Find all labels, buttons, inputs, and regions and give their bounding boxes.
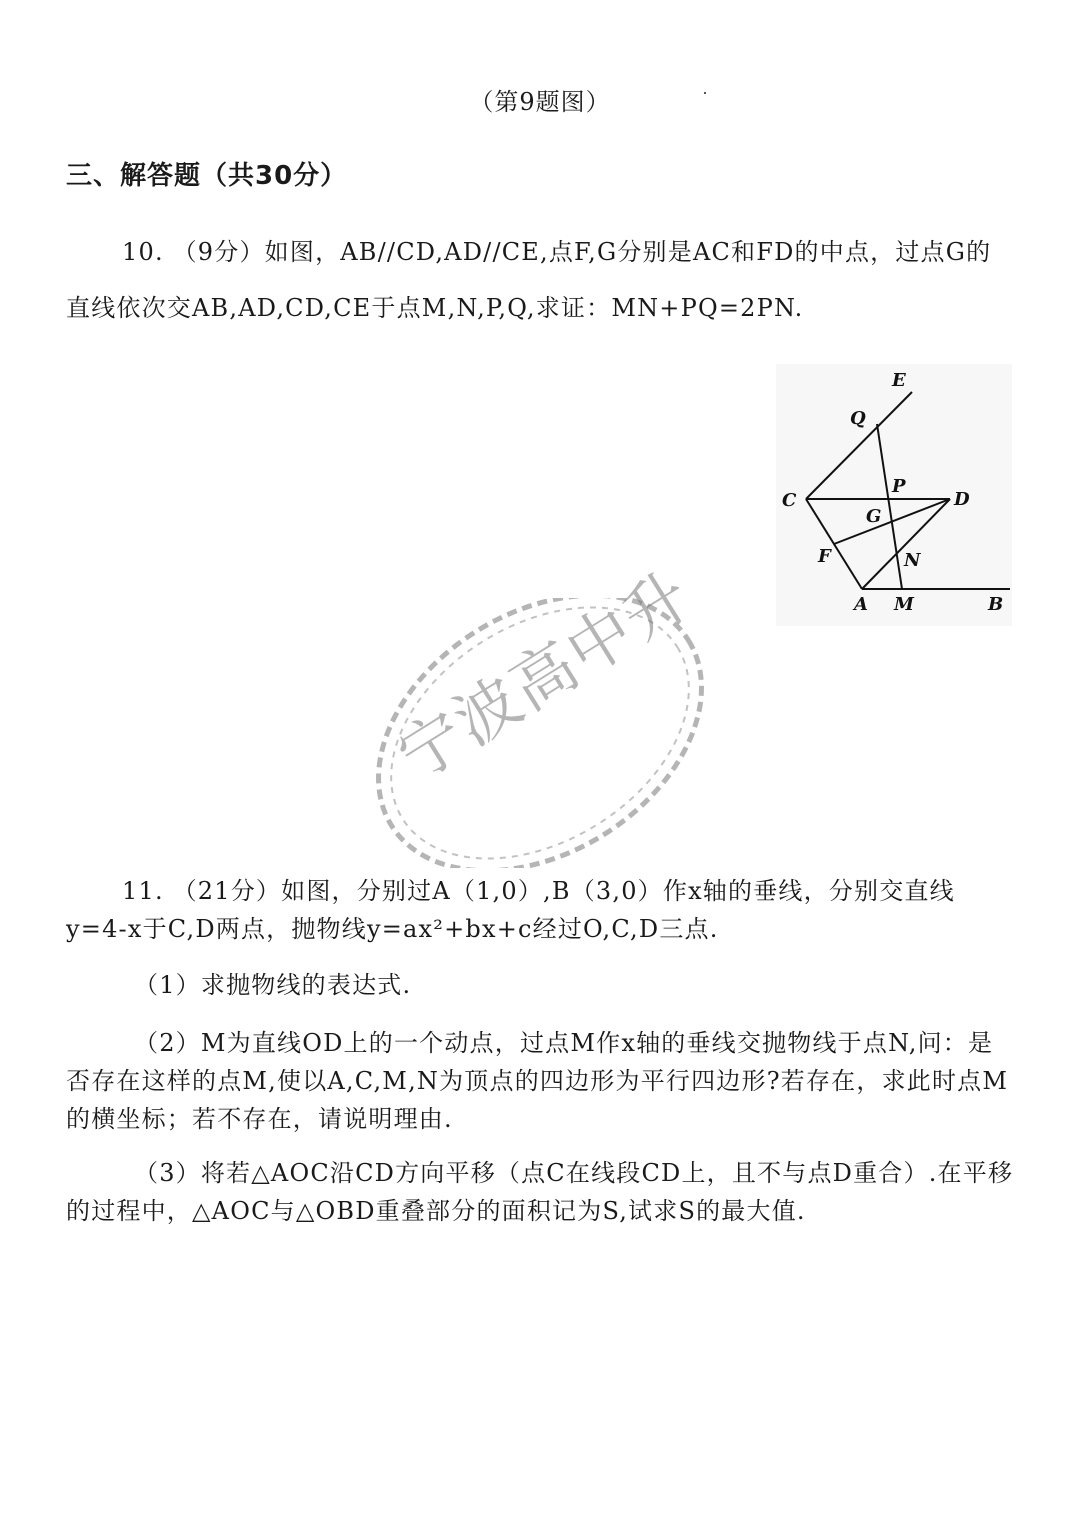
label-D: D xyxy=(954,489,970,510)
section-title: 三、解答题（共30分） xyxy=(66,161,348,191)
figure-caption: （第9题图） xyxy=(469,88,611,116)
question-11-part-3: （3）将若△AOC沿CD方向平移（点C在线段CD上，且不与点D重合）.在平移的过程中，△AOC与△OBD重叠部分的面积记为S,试求S的最大值. xyxy=(66,1159,1014,1225)
geometry-figure xyxy=(776,364,1012,626)
label-M: M xyxy=(894,594,914,615)
label-Q: Q xyxy=(850,408,866,429)
label-A: A xyxy=(854,594,868,615)
question-11-part-1: （1）求抛物线的表达式. xyxy=(134,971,412,999)
question-11-text: 11. （21分）如图，分别过A（1,0）,B（3,0）作x轴的垂线，分别交直线y=4-x于C,D两点，抛物线y=ax²+bx+c经过O,C,D三点. xyxy=(66,877,955,943)
label-E: E xyxy=(892,370,906,391)
label-P: P xyxy=(892,476,906,497)
label-F: F xyxy=(818,546,831,567)
label-G: G xyxy=(866,506,882,527)
label-N: N xyxy=(904,550,921,571)
label-C: C xyxy=(782,490,797,511)
question-11-part-2: （2）M为直线OD上的一个动点，过点M作x轴的垂线交抛物线于点N,问：是否存在这样的点M,使以A,C,M,N为顶点的四边形为平行四边形?若存在，求此时点M的横坐标；若不存在，请说明理由. xyxy=(66,1029,1009,1133)
label-B: B xyxy=(988,594,1004,615)
question-10-text: 10. （9分）如图，AB//CD,AD//CE,点F,G分别是AC和FD的中点，过点G的直线依次交AB,AD,CD,CE于点M,N,P,Q,求证：MN+PQ=2PN. xyxy=(66,238,992,322)
watermark-text: 宁波高中升 xyxy=(385,557,706,796)
